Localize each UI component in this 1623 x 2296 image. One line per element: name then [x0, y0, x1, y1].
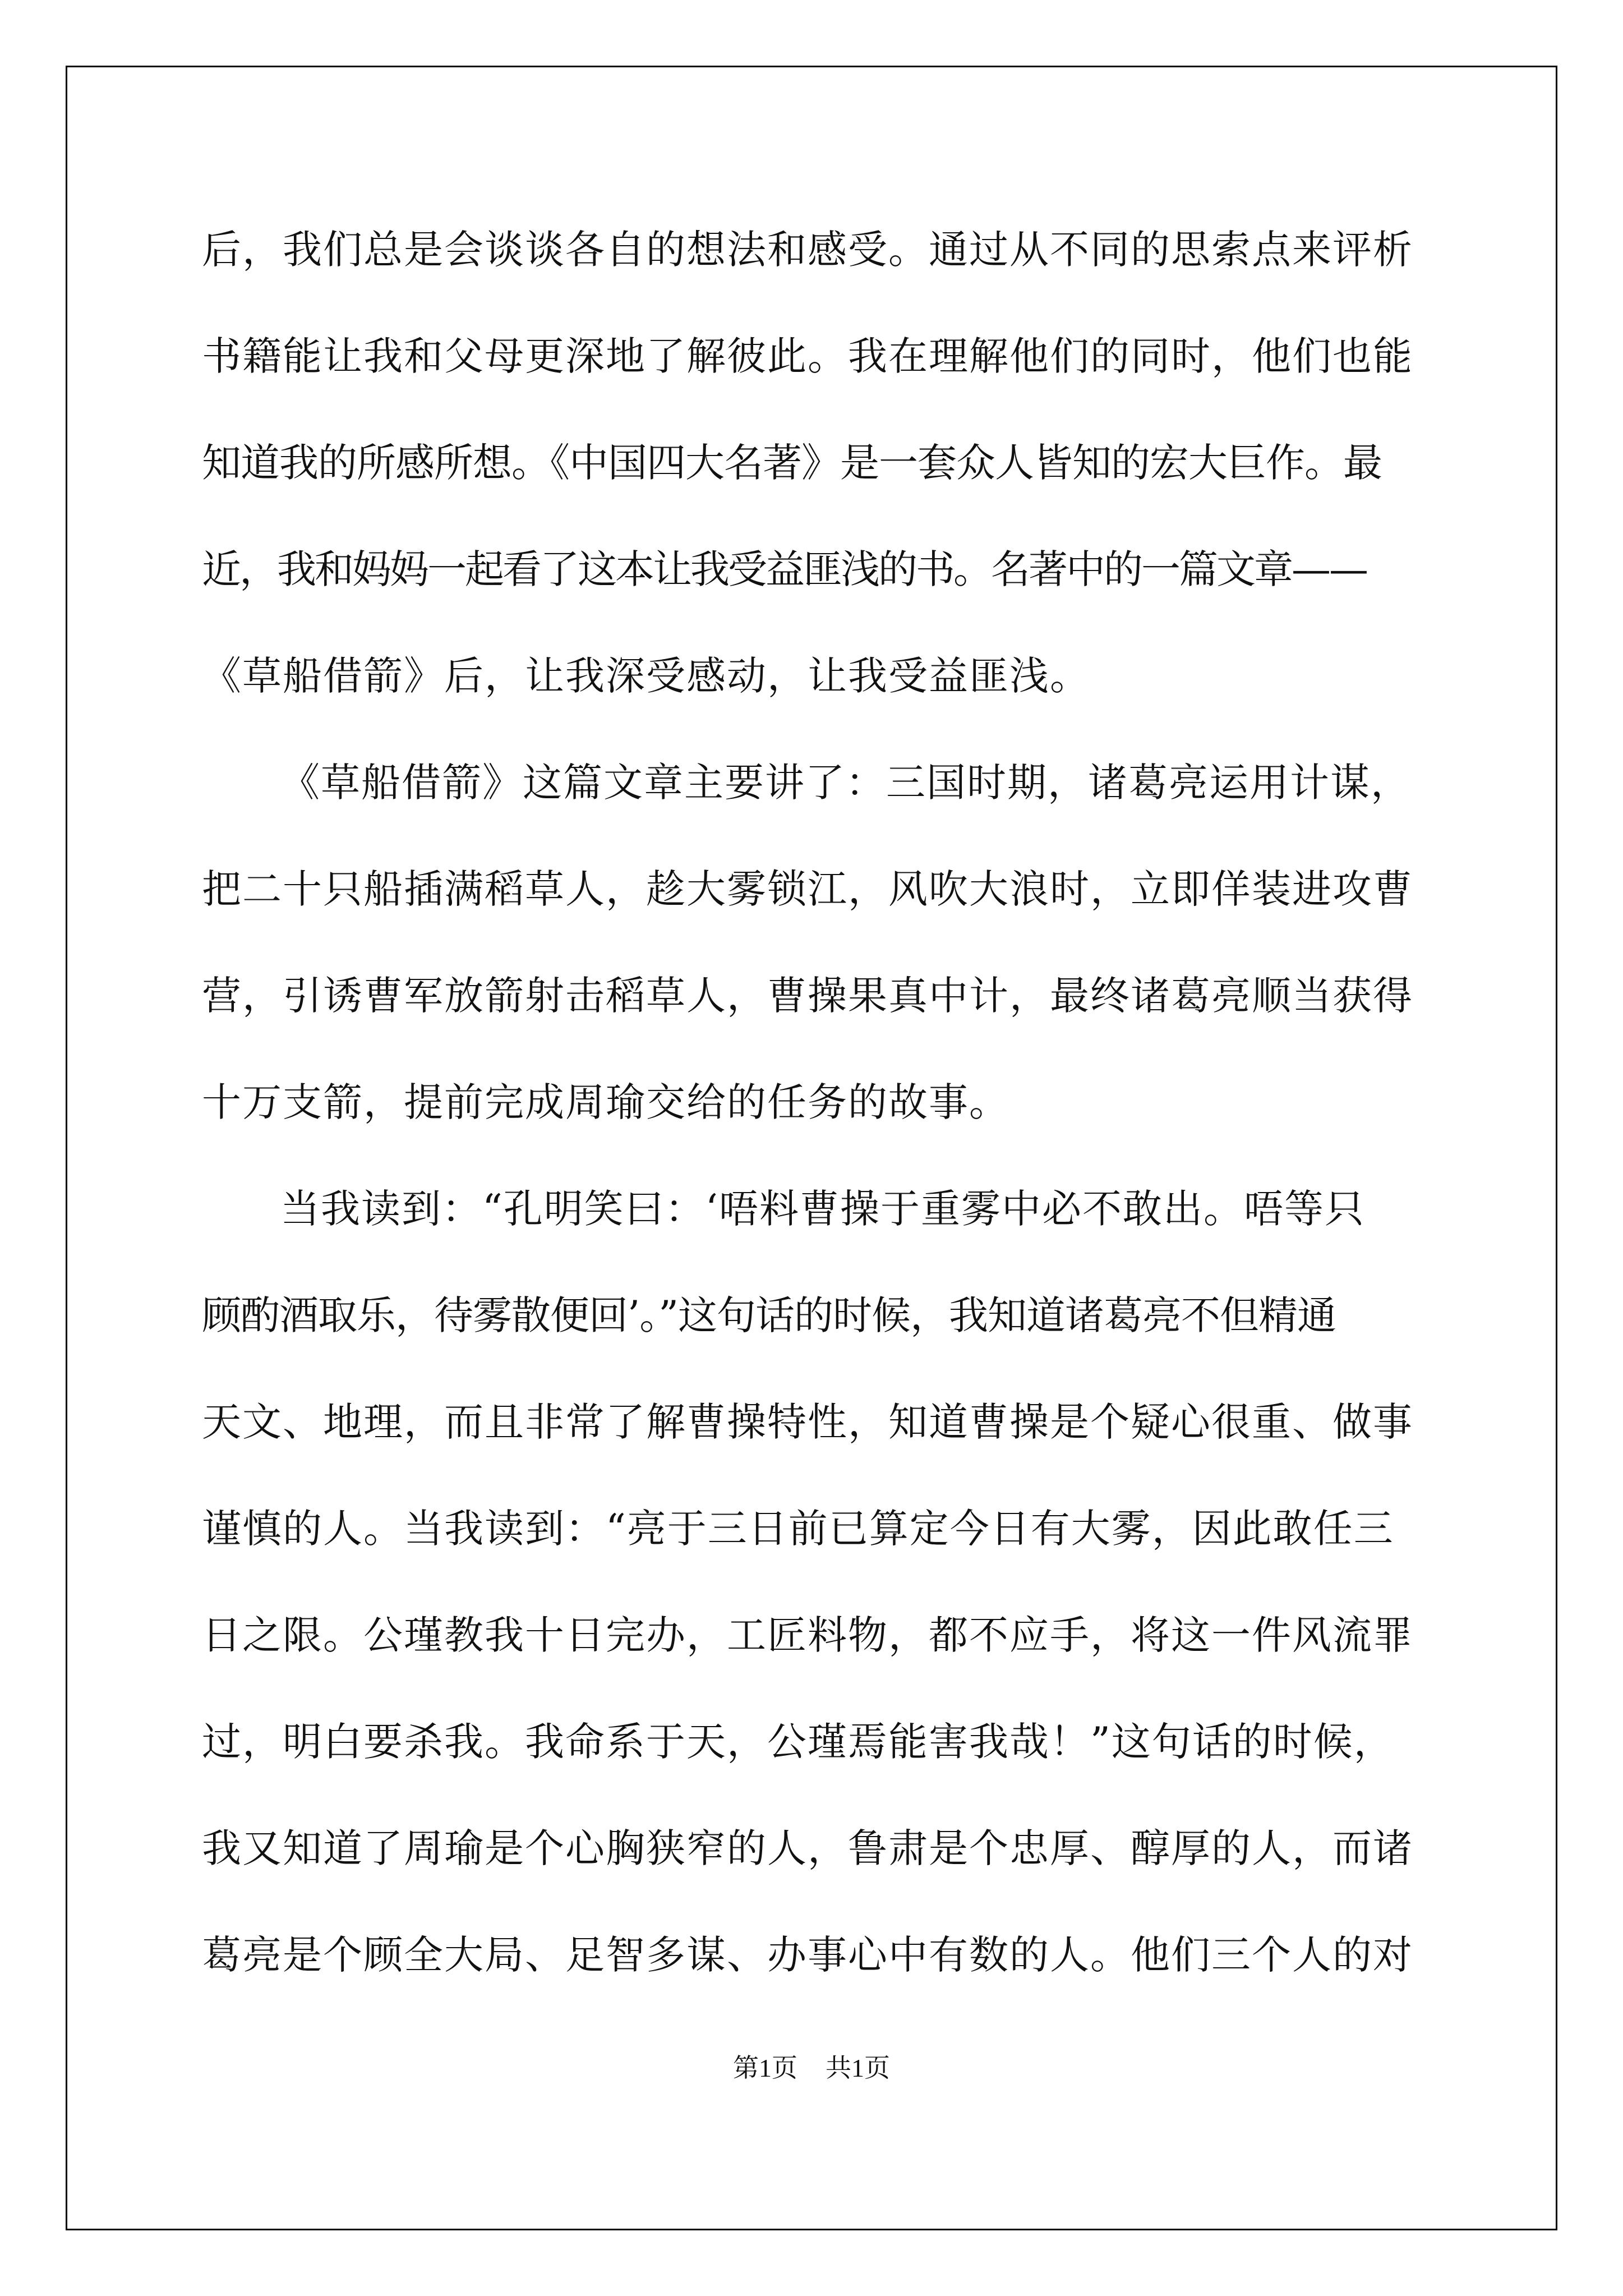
- text-line: 《草船借箭》后，让我深受感动，让我受益匪浅。: [202, 653, 1090, 699]
- paragraph-start-line: 《草船借箭》这篇文章主要讲了：三国时期，诸葛亮运用计谋，: [280, 760, 1411, 806]
- text-line: 后，我们总是会谈谈各自的想法和感受。通过从不同的思索点来评析: [202, 227, 1413, 273]
- page-footer: [0, 2053, 1623, 2083]
- paragraph-start-line: 当我读到：“孔明笑曰：‘唔料曹操于重雾中必不敢出。唔等只: [280, 1186, 1366, 1232]
- text-line: 顾酌酒取乐，待雾散便回’。”这句话的时候，我知道诸葛亮不但精通: [202, 1292, 1336, 1338]
- text-line: 天文、地理，而且非常了解曹操特性，知道曹操是个疑心很重、做事: [202, 1399, 1413, 1445]
- text-line: 葛亮是个顾全大局、足智多谋、办事心中有数的人。他们三个人的对: [202, 1932, 1413, 1978]
- page-total: 共1页: [826, 2054, 890, 2082]
- text-line: 近，我和妈妈一起看了这本让我受益匪浅的书。名著中的一篇文章——: [202, 546, 1367, 592]
- text-line: 书籍能让我和父母更深地了解彼此。我在理解他们的同时，他们也能: [202, 333, 1413, 379]
- text-line: 营，引诱曹军放箭射击稻草人，曹操果真中计，最终诸葛亮顺当获得: [202, 973, 1413, 1019]
- text-line: 十万支箭，提前完成周瑜交给的任务的故事。: [202, 1079, 1009, 1125]
- text-line: 过，明白要杀我。我命系于天，公瑾焉能害我哉！”这句话的时候，: [202, 1719, 1394, 1765]
- text-line: 日之限。公瑾教我十日完办，工匠料物，都不应手，将这一件风流罪: [202, 1612, 1413, 1658]
- text-line: 谨慎的人。当我读到：“亮于三日前已算定今日有大雾，因此敢任三: [202, 1506, 1394, 1552]
- page-number: 第1页: [733, 2054, 797, 2082]
- text-line: 知道我的所感所想。《中国四大名著》是一套众人皆知的宏大巨作。最: [202, 440, 1382, 486]
- text-line: 我又知道了周瑜是个心胸狭窄的人，鲁肃是个忠厚、醇厚的人，而诸: [202, 1825, 1413, 1871]
- page-border: [66, 66, 1557, 2230]
- text-line: 把二十只船插满稻草人，趁大雾锁江，风吹大浪时，立即佯装进攻曹: [202, 866, 1413, 912]
